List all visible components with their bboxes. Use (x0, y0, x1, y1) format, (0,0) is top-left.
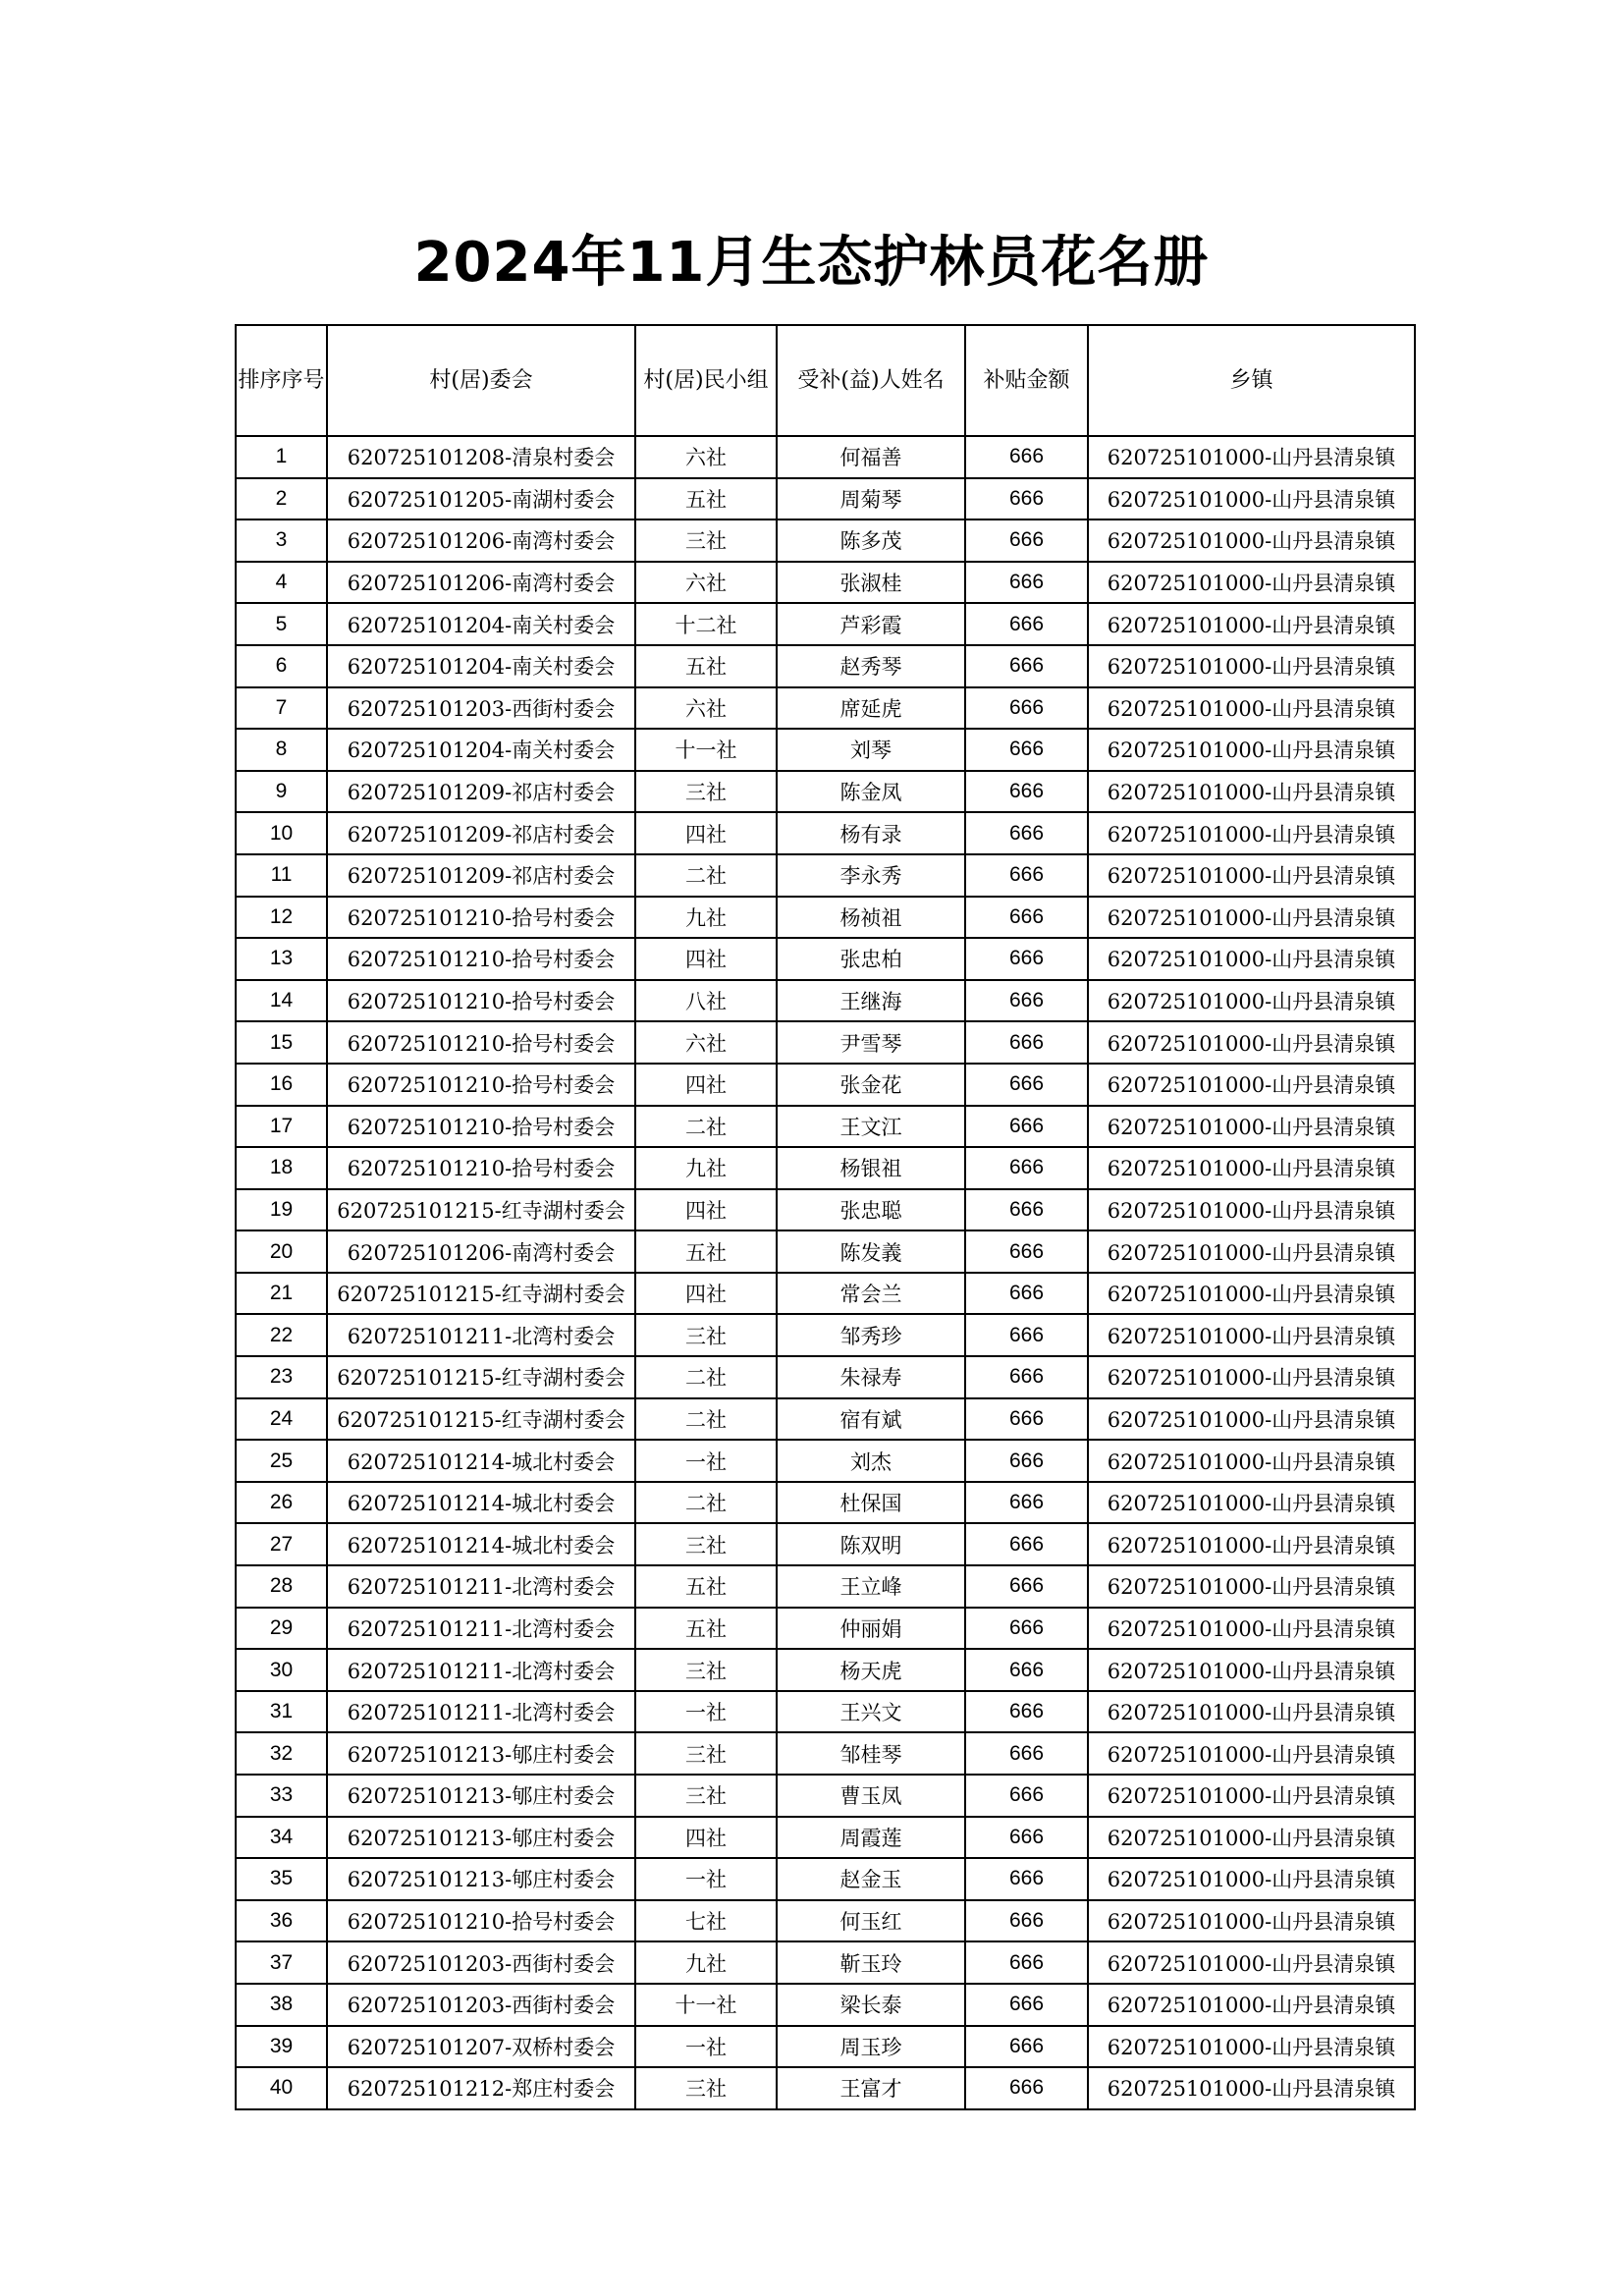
cell-village-committee: 620725101206-南湾村委会 (327, 1230, 635, 1273)
cell-amount: 666 (965, 519, 1088, 562)
cell-township: 620725101000-山丹县清泉镇 (1088, 1775, 1415, 1817)
cell-group: 二社 (635, 1398, 777, 1441)
cell-amount: 666 (965, 2067, 1088, 2109)
cell-village-committee: 620725101204-南关村委会 (327, 729, 635, 771)
cell-name: 梁长泰 (777, 1984, 965, 2026)
cell-group: 六社 (635, 562, 777, 604)
cell-seq: 36 (236, 1900, 327, 1942)
cell-township: 620725101000-山丹县清泉镇 (1088, 938, 1415, 980)
cell-amount: 666 (965, 603, 1088, 645)
cell-group: 二社 (635, 1356, 777, 1398)
header-amount: 补贴金额 (965, 325, 1088, 436)
cell-seq: 5 (236, 603, 327, 645)
cell-village-committee: 620725101215-红寺湖村委会 (327, 1398, 635, 1441)
cell-group: 三社 (635, 1732, 777, 1775)
cell-village-committee: 620725101203-西街村委会 (327, 1941, 635, 1984)
cell-seq: 12 (236, 897, 327, 939)
cell-amount: 666 (965, 854, 1088, 897)
cell-township: 620725101000-山丹县清泉镇 (1088, 1440, 1415, 1482)
table-row (236, 1189, 1415, 1231)
cell-group: 三社 (635, 1649, 777, 1691)
cell-name: 王文江 (777, 1106, 965, 1148)
cell-township: 620725101000-山丹县清泉镇 (1088, 1230, 1415, 1273)
table-row (236, 1230, 1415, 1273)
cell-name: 张淑桂 (777, 562, 965, 604)
cell-group: 三社 (635, 1775, 777, 1817)
cell-seq: 32 (236, 1732, 327, 1775)
cell-amount: 666 (965, 1064, 1088, 1106)
cell-amount: 666 (965, 1356, 1088, 1398)
cell-township: 620725101000-山丹县清泉镇 (1088, 1523, 1415, 1565)
table-row (236, 2067, 1415, 2109)
cell-township: 620725101000-山丹县清泉镇 (1088, 1984, 1415, 2026)
cell-group: 四社 (635, 1189, 777, 1231)
cell-group: 六社 (635, 436, 777, 478)
cell-name: 席延虎 (777, 687, 965, 730)
cell-township: 620725101000-山丹县清泉镇 (1088, 2026, 1415, 2068)
cell-name: 王兴文 (777, 1691, 965, 1733)
cell-group: 三社 (635, 771, 777, 813)
cell-amount: 666 (965, 1398, 1088, 1441)
cell-name: 王继海 (777, 980, 965, 1022)
page-title: 2024年11月生态护林员花名册 (413, 231, 1210, 295)
cell-township: 620725101000-山丹县清泉镇 (1088, 1398, 1415, 1441)
cell-township: 620725101000-山丹县清泉镇 (1088, 645, 1415, 687)
cell-seq: 6 (236, 645, 327, 687)
cell-group: 五社 (635, 1565, 777, 1608)
cell-amount: 666 (965, 2026, 1088, 2068)
cell-seq: 16 (236, 1064, 327, 1106)
cell-seq: 23 (236, 1356, 327, 1398)
cell-village-committee: 620725101210-拾号村委会 (327, 1064, 635, 1106)
cell-name: 张忠聪 (777, 1189, 965, 1231)
cell-amount: 666 (965, 562, 1088, 604)
table-row (236, 1523, 1415, 1565)
cell-group: 三社 (635, 2067, 777, 2109)
cell-seq: 39 (236, 2026, 327, 2068)
cell-village-committee: 620725101211-北湾村委会 (327, 1691, 635, 1733)
cell-village-committee: 620725101203-西街村委会 (327, 1984, 635, 2026)
cell-seq: 13 (236, 938, 327, 980)
cell-group: 二社 (635, 1106, 777, 1148)
cell-village-committee: 620725101213-郇庄村委会 (327, 1732, 635, 1775)
cell-name: 杨银祖 (777, 1147, 965, 1189)
cell-seq: 1 (236, 436, 327, 478)
cell-group: 八社 (635, 980, 777, 1022)
cell-village-committee: 620725101215-红寺湖村委会 (327, 1356, 635, 1398)
table-row (236, 897, 1415, 939)
cell-group: 六社 (635, 687, 777, 730)
cell-amount: 666 (965, 1230, 1088, 1273)
cell-township: 620725101000-山丹县清泉镇 (1088, 2067, 1415, 2109)
cell-village-committee: 620725101204-南关村委会 (327, 603, 635, 645)
cell-township: 620725101000-山丹县清泉镇 (1088, 1482, 1415, 1524)
cell-village-committee: 620725101210-拾号村委会 (327, 1021, 635, 1064)
cell-group: 十一社 (635, 729, 777, 771)
cell-village-committee: 620725101211-北湾村委会 (327, 1608, 635, 1650)
table-row (236, 1106, 1415, 1148)
cell-group: 三社 (635, 519, 777, 562)
table-row (236, 687, 1415, 730)
header-name: 受补(益)人姓名 (777, 325, 965, 436)
table-row (236, 854, 1415, 897)
cell-village-committee: 620725101209-祁店村委会 (327, 812, 635, 854)
cell-village-committee: 620725101208-清泉村委会 (327, 436, 635, 478)
cell-seq: 9 (236, 771, 327, 813)
cell-amount: 666 (965, 729, 1088, 771)
cell-name: 王立峰 (777, 1565, 965, 1608)
cell-seq: 40 (236, 2067, 327, 2109)
cell-name: 杜保国 (777, 1482, 965, 1524)
cell-seq: 35 (236, 1858, 327, 1900)
cell-name: 何福善 (777, 436, 965, 478)
cell-group: 九社 (635, 1941, 777, 1984)
cell-name: 陈双明 (777, 1523, 965, 1565)
cell-name: 杨祯祖 (777, 897, 965, 939)
cell-village-committee: 620725101209-祁店村委会 (327, 771, 635, 813)
roster-table (235, 324, 1416, 2110)
cell-village-committee: 620725101207-双桥村委会 (327, 2026, 635, 2068)
cell-township: 620725101000-山丹县清泉镇 (1088, 1691, 1415, 1733)
cell-township: 620725101000-山丹县清泉镇 (1088, 1021, 1415, 1064)
table-row (236, 771, 1415, 813)
cell-township: 620725101000-山丹县清泉镇 (1088, 854, 1415, 897)
cell-township: 620725101000-山丹县清泉镇 (1088, 562, 1415, 604)
cell-amount: 666 (965, 1189, 1088, 1231)
cell-village-committee: 620725101209-祁店村委会 (327, 854, 635, 897)
cell-seq: 4 (236, 562, 327, 604)
cell-seq: 38 (236, 1984, 327, 2026)
header-group: 村(居)民小组 (635, 325, 777, 436)
cell-township: 620725101000-山丹县清泉镇 (1088, 1732, 1415, 1775)
cell-village-committee: 620725101210-拾号村委会 (327, 1147, 635, 1189)
cell-village-committee: 620725101206-南湾村委会 (327, 562, 635, 604)
table-row (236, 1565, 1415, 1608)
cell-township: 620725101000-山丹县清泉镇 (1088, 1314, 1415, 1356)
cell-amount: 666 (965, 1817, 1088, 1859)
cell-group: 三社 (635, 1523, 777, 1565)
cell-name: 常会兰 (777, 1273, 965, 1315)
cell-village-committee: 620725101210-拾号村委会 (327, 1900, 635, 1942)
cell-name: 仲丽娟 (777, 1608, 965, 1650)
cell-township: 620725101000-山丹县清泉镇 (1088, 1608, 1415, 1650)
cell-group: 七社 (635, 1900, 777, 1942)
cell-township: 620725101000-山丹县清泉镇 (1088, 687, 1415, 730)
cell-township: 620725101000-山丹县清泉镇 (1088, 1273, 1415, 1315)
table-row (236, 2026, 1415, 2068)
cell-group: 五社 (635, 478, 777, 520)
cell-seq: 11 (236, 854, 327, 897)
cell-amount: 666 (965, 436, 1088, 478)
cell-seq: 14 (236, 980, 327, 1022)
cell-name: 王富才 (777, 2067, 965, 2109)
cell-name: 宿有斌 (777, 1398, 965, 1441)
cell-amount: 666 (965, 478, 1088, 520)
cell-amount: 666 (965, 1147, 1088, 1189)
cell-group: 一社 (635, 1858, 777, 1900)
cell-name: 赵秀琴 (777, 645, 965, 687)
cell-township: 620725101000-山丹县清泉镇 (1088, 1356, 1415, 1398)
cell-amount: 666 (965, 1900, 1088, 1942)
cell-township: 620725101000-山丹县清泉镇 (1088, 519, 1415, 562)
cell-township: 620725101000-山丹县清泉镇 (1088, 436, 1415, 478)
cell-village-committee: 620725101214-城北村委会 (327, 1440, 635, 1482)
cell-amount: 666 (965, 938, 1088, 980)
cell-township: 620725101000-山丹县清泉镇 (1088, 1106, 1415, 1148)
cell-village-committee: 620725101203-西街村委会 (327, 687, 635, 730)
cell-amount: 666 (965, 812, 1088, 854)
cell-name: 张忠柏 (777, 938, 965, 980)
table-row (236, 1147, 1415, 1189)
cell-group: 五社 (635, 1230, 777, 1273)
cell-amount: 666 (965, 1482, 1088, 1524)
cell-village-committee: 620725101206-南湾村委会 (327, 519, 635, 562)
table-row (236, 645, 1415, 687)
cell-village-committee: 620725101213-郇庄村委会 (327, 1775, 635, 1817)
cell-amount: 666 (965, 645, 1088, 687)
cell-seq: 30 (236, 1649, 327, 1691)
cell-amount: 666 (965, 1523, 1088, 1565)
cell-seq: 24 (236, 1398, 327, 1441)
cell-name: 尹雪琴 (777, 1021, 965, 1064)
table-row (236, 980, 1415, 1022)
cell-name: 周菊琴 (777, 478, 965, 520)
header-village-committee: 村(居)委会 (327, 325, 635, 436)
cell-township: 620725101000-山丹县清泉镇 (1088, 1900, 1415, 1942)
cell-seq: 10 (236, 812, 327, 854)
cell-group: 五社 (635, 1608, 777, 1650)
cell-group: 一社 (635, 1691, 777, 1733)
table-row (236, 1900, 1415, 1942)
cell-seq: 18 (236, 1147, 327, 1189)
cell-amount: 666 (965, 1021, 1088, 1064)
cell-seq: 33 (236, 1775, 327, 1817)
cell-seq: 29 (236, 1608, 327, 1650)
cell-seq: 15 (236, 1021, 327, 1064)
cell-village-committee: 620725101205-南湖村委会 (327, 478, 635, 520)
cell-seq: 34 (236, 1817, 327, 1859)
cell-name: 靳玉玲 (777, 1941, 965, 1984)
cell-group: 四社 (635, 1273, 777, 1315)
cell-group: 四社 (635, 812, 777, 854)
cell-name: 邹桂琴 (777, 1732, 965, 1775)
cell-amount: 666 (965, 1273, 1088, 1315)
cell-name: 赵金玉 (777, 1858, 965, 1900)
cell-seq: 31 (236, 1691, 327, 1733)
cell-township: 620725101000-山丹县清泉镇 (1088, 1565, 1415, 1608)
cell-village-committee: 620725101212-郑庄村委会 (327, 2067, 635, 2109)
cell-seq: 27 (236, 1523, 327, 1565)
table-row (236, 1398, 1415, 1441)
cell-township: 620725101000-山丹县清泉镇 (1088, 1064, 1415, 1106)
cell-group: 一社 (635, 2026, 777, 2068)
cell-amount: 666 (965, 1314, 1088, 1356)
table-row (236, 1984, 1415, 2026)
cell-village-committee: 620725101214-城北村委会 (327, 1523, 635, 1565)
cell-amount: 666 (965, 1608, 1088, 1650)
cell-township: 620725101000-山丹县清泉镇 (1088, 1817, 1415, 1859)
table-row (236, 1817, 1415, 1859)
table-row (236, 1775, 1415, 1817)
cell-village-committee: 620725101214-城北村委会 (327, 1482, 635, 1524)
cell-name: 何玉红 (777, 1900, 965, 1942)
cell-seq: 22 (236, 1314, 327, 1356)
table-header (236, 325, 1415, 436)
cell-township: 620725101000-山丹县清泉镇 (1088, 771, 1415, 813)
table-row (236, 436, 1415, 478)
cell-seq: 37 (236, 1941, 327, 1984)
cell-seq: 8 (236, 729, 327, 771)
table-row (236, 1691, 1415, 1733)
cell-seq: 3 (236, 519, 327, 562)
cell-name: 陈发義 (777, 1230, 965, 1273)
cell-amount: 666 (965, 897, 1088, 939)
cell-amount: 666 (965, 1775, 1088, 1817)
table-row (236, 1314, 1415, 1356)
table-row (236, 1858, 1415, 1900)
cell-group: 四社 (635, 1817, 777, 1859)
table-row (236, 603, 1415, 645)
cell-amount: 666 (965, 1691, 1088, 1733)
cell-village-committee: 620725101213-郇庄村委会 (327, 1817, 635, 1859)
cell-township: 620725101000-山丹县清泉镇 (1088, 603, 1415, 645)
cell-name: 刘杰 (777, 1440, 965, 1482)
header-row (236, 325, 1415, 436)
table-row (236, 519, 1415, 562)
cell-seq: 17 (236, 1106, 327, 1148)
cell-township: 620725101000-山丹县清泉镇 (1088, 1147, 1415, 1189)
cell-village-committee: 620725101210-拾号村委会 (327, 897, 635, 939)
cell-village-committee: 620725101210-拾号村委会 (327, 938, 635, 980)
cell-village-committee: 620725101211-北湾村委会 (327, 1565, 635, 1608)
table-row (236, 478, 1415, 520)
cell-amount: 666 (965, 1984, 1088, 2026)
cell-township: 620725101000-山丹县清泉镇 (1088, 1858, 1415, 1900)
cell-name: 杨有录 (777, 812, 965, 854)
table-body (236, 436, 1415, 2109)
table-row (236, 1356, 1415, 1398)
cell-township: 620725101000-山丹县清泉镇 (1088, 729, 1415, 771)
cell-amount: 666 (965, 980, 1088, 1022)
table-row (236, 1021, 1415, 1064)
table-row (236, 1440, 1415, 1482)
cell-township: 620725101000-山丹县清泉镇 (1088, 1941, 1415, 1984)
cell-seq: 19 (236, 1189, 327, 1231)
cell-amount: 666 (965, 1649, 1088, 1691)
cell-village-committee: 620725101215-红寺湖村委会 (327, 1189, 635, 1231)
cell-township: 620725101000-山丹县清泉镇 (1088, 897, 1415, 939)
cell-group: 二社 (635, 1482, 777, 1524)
table-row (236, 729, 1415, 771)
cell-amount: 666 (965, 1440, 1088, 1482)
cell-group: 四社 (635, 938, 777, 980)
cell-name: 杨天虎 (777, 1649, 965, 1691)
table-row (236, 1649, 1415, 1691)
cell-seq: 25 (236, 1440, 327, 1482)
cell-seq: 2 (236, 478, 327, 520)
cell-name: 陈金凤 (777, 771, 965, 813)
cell-name: 张金花 (777, 1064, 965, 1106)
cell-name: 刘琴 (777, 729, 965, 771)
cell-seq: 21 (236, 1273, 327, 1315)
cell-seq: 20 (236, 1230, 327, 1273)
cell-name: 陈多茂 (777, 519, 965, 562)
cell-name: 周玉珍 (777, 2026, 965, 2068)
cell-name: 朱禄寿 (777, 1356, 965, 1398)
cell-township: 620725101000-山丹县清泉镇 (1088, 478, 1415, 520)
cell-seq: 26 (236, 1482, 327, 1524)
table-row (236, 562, 1415, 604)
cell-group: 九社 (635, 1147, 777, 1189)
header-township: 乡镇 (1088, 325, 1415, 436)
cell-amount: 666 (965, 1732, 1088, 1775)
cell-village-committee: 620725101213-郇庄村委会 (327, 1858, 635, 1900)
cell-group: 九社 (635, 897, 777, 939)
cell-group: 十一社 (635, 1984, 777, 2026)
table-row (236, 1608, 1415, 1650)
cell-name: 邹秀珍 (777, 1314, 965, 1356)
cell-amount: 666 (965, 1941, 1088, 1984)
cell-group: 二社 (635, 854, 777, 897)
cell-group: 三社 (635, 1314, 777, 1356)
cell-seq: 7 (236, 687, 327, 730)
cell-township: 620725101000-山丹县清泉镇 (1088, 812, 1415, 854)
cell-township: 620725101000-山丹县清泉镇 (1088, 1189, 1415, 1231)
cell-township: 620725101000-山丹县清泉镇 (1088, 980, 1415, 1022)
cell-amount: 666 (965, 771, 1088, 813)
cell-amount: 666 (965, 1858, 1088, 1900)
cell-seq: 28 (236, 1565, 327, 1608)
table-row (236, 1941, 1415, 1984)
cell-township: 620725101000-山丹县清泉镇 (1088, 1649, 1415, 1691)
cell-village-committee: 620725101210-拾号村委会 (327, 1106, 635, 1148)
cell-amount: 666 (965, 1565, 1088, 1608)
cell-name: 曹玉凤 (777, 1775, 965, 1817)
table-row (236, 1064, 1415, 1106)
cell-village-committee: 620725101215-红寺湖村委会 (327, 1273, 635, 1315)
cell-name: 芦彩霞 (777, 603, 965, 645)
cell-name: 周霞莲 (777, 1817, 965, 1859)
cell-amount: 666 (965, 687, 1088, 730)
cell-group: 六社 (635, 1021, 777, 1064)
table-row (236, 1732, 1415, 1775)
cell-group: 十二社 (635, 603, 777, 645)
cell-village-committee: 620725101210-拾号村委会 (327, 980, 635, 1022)
cell-name: 李永秀 (777, 854, 965, 897)
cell-village-committee: 620725101211-北湾村委会 (327, 1649, 635, 1691)
cell-group: 四社 (635, 1064, 777, 1106)
table-row (236, 938, 1415, 980)
table-row (236, 812, 1415, 854)
cell-group: 五社 (635, 645, 777, 687)
cell-village-committee: 620725101204-南关村委会 (327, 645, 635, 687)
cell-amount: 666 (965, 1106, 1088, 1148)
table-row (236, 1482, 1415, 1524)
table-row (236, 1273, 1415, 1315)
cell-group: 一社 (635, 1440, 777, 1482)
header-seq: 排序序号 (236, 325, 327, 436)
cell-village-committee: 620725101211-北湾村委会 (327, 1314, 635, 1356)
